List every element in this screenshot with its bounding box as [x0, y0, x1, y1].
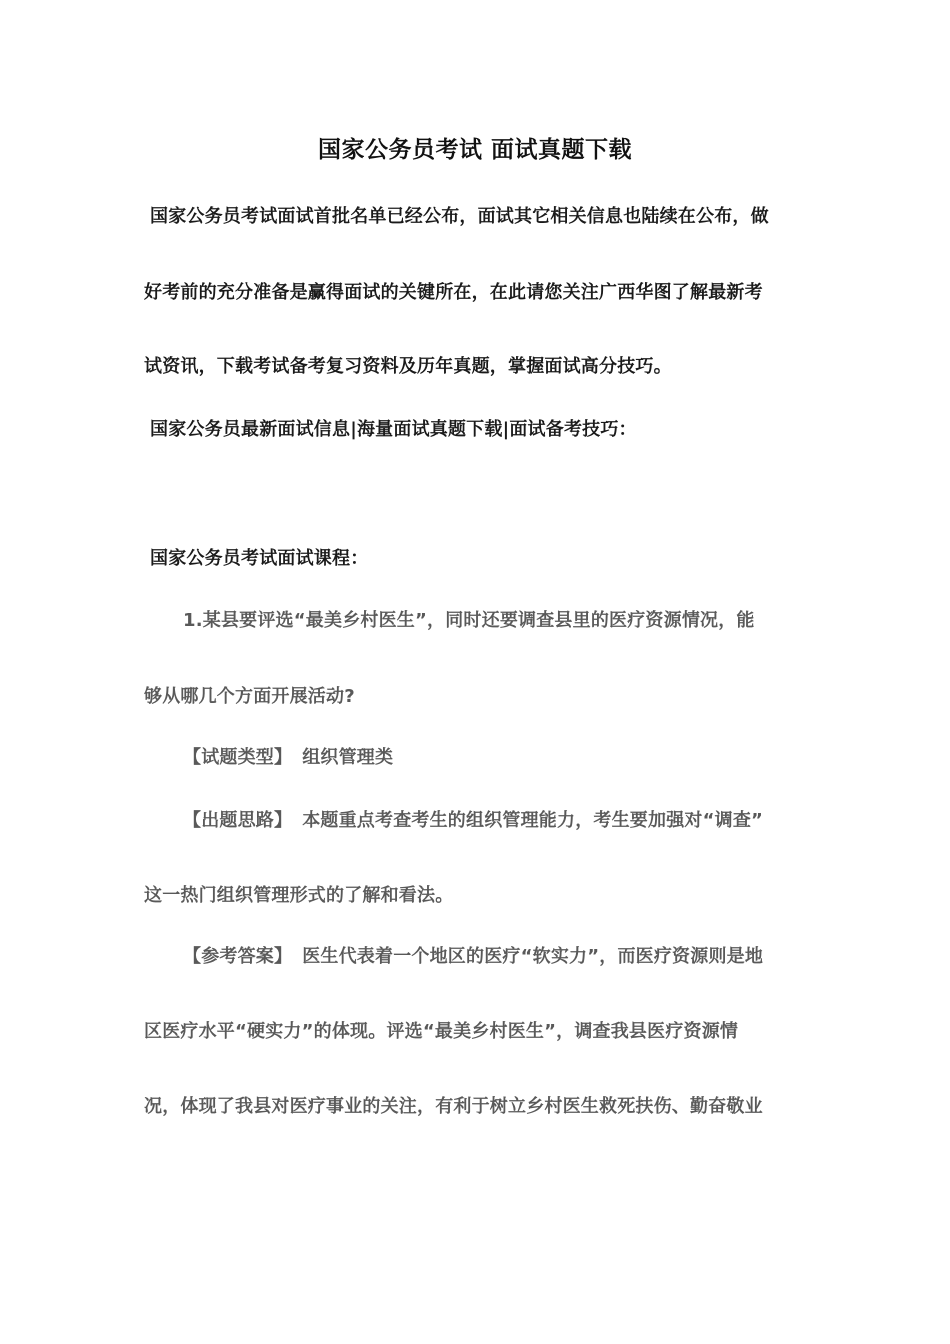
- course-heading: 国家公务员考试面试课程：: [150, 548, 369, 569]
- intro-line-2: 好考前的充分准备是赢得面试的关键所在，在此请您关注广西华图了解最新考: [144, 282, 763, 303]
- question-type-label: 【试题类型】: [183, 747, 293, 768]
- question-idea-line-2: 这一热门组织管理形式的了解和看法。: [144, 885, 454, 906]
- question-idea-text: 本题重点考查考生的组织管理能力，考生要加强对“调查”: [302, 810, 764, 831]
- question-idea-row: [183, 809, 763, 833]
- question-line-1: 1.某县要评选“最美乡村医生”，同时还要调查县里的医疗资源情况，能: [183, 610, 755, 631]
- question-type-value: 组织管理类: [302, 747, 394, 768]
- section-subheading: 国家公务员最新面试信息|海量面试真题下载|面试备考技巧：: [150, 419, 637, 440]
- question-line-2: 够从哪几个方面开展活动?: [144, 686, 355, 707]
- answer-line-2: 区医疗水平“硬实力”的体现。评选“最美乡村医生”，调查我县医疗资源情: [144, 1021, 739, 1042]
- question-idea-label: 【出题思路】: [183, 810, 293, 831]
- intro-line-1: 国家公务员考试面试首批名单已经公布，面试其它相关信息也陆续在公布，做: [150, 206, 769, 227]
- answer-label: 【参考答案】: [183, 946, 293, 967]
- answer-text: 医生代表着一个地区的医疗“软实力”，而医疗资源则是地: [302, 946, 764, 967]
- answer-row: [183, 945, 763, 969]
- page-title: 国家公务员考试 面试真题下载: [317, 137, 632, 163]
- answer-line-3: 况，体现了我县对医疗事业的关注，有利于树立乡村医生救死扶伤、勤奋敬业: [144, 1096, 763, 1117]
- intro-line-3: 试资讯，下载考试备考复习资料及历年真题，掌握面试高分技巧。: [144, 356, 672, 377]
- question-type-row: [183, 746, 393, 770]
